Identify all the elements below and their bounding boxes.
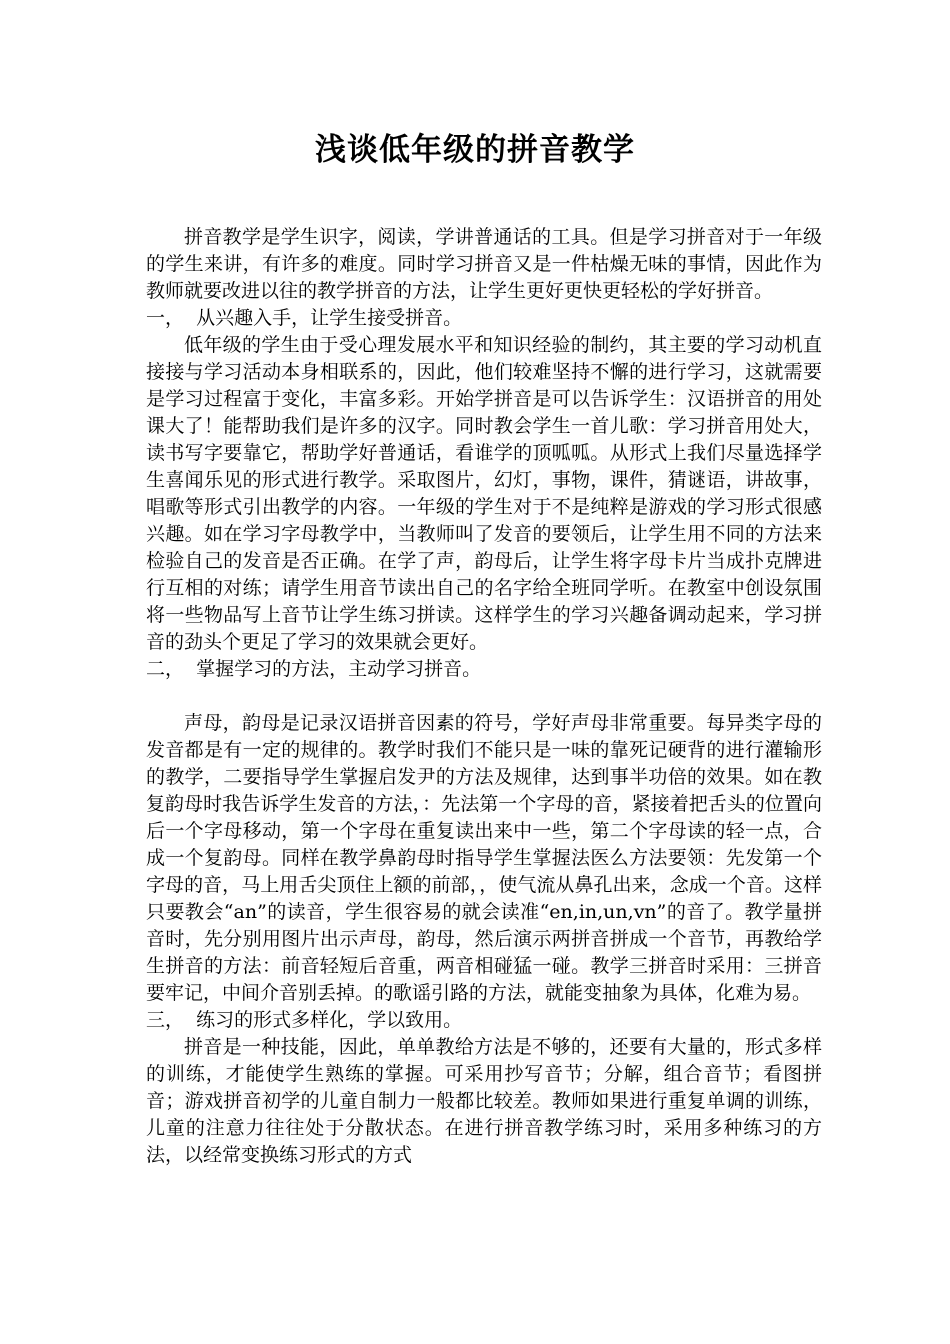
section-1-paragraph: 低年级的学生由于受心理发展水平和知识经验的制约，其主要的学习动机直接接与学习活动本身相联系的，因此，他们较难坚持不懈的进行学习，这就需要是学习过程富于变化，丰富多彩。开始学拼音是可以告诉学生：汉语拼音的用处课大了！能帮助我们是许多的汉字。同时教会学生一首儿歌：学习拼音用处大，读书写字要靠它，帮助学好普通话，看谁学的顶呱呱。从形式上我们尽量选择学生喜闻乐见的形式进行教学。采取图片，幻灯，事物，课件，猜谜语，讲故事，唱歌等形式引出教学的内容。一年级的学生对于不是纯粹是游戏的学习形式很感兴趣。如在学习字母教学中，当教师叫了发音的要领后，让学生用不同的方法来检验自己的发音是否正确。在学了声，韵母后，让学生将字母卡片当成扑克牌进行互相的对练；请学生用音节读出自己的名字给全班同学听。在教室中创设氛围将一些物品写上音节让学生练习拼读。这样学生的学习兴趣备调动起来，学习拼音的劲头个更足了学习的效果就会更好。 bbox=[146, 334, 822, 653]
document-body bbox=[146, 224, 822, 1169]
section-2-heading: 二， 掌握学习的方法，主动学习拼音。 bbox=[146, 658, 482, 680]
blank-line bbox=[146, 683, 822, 710]
document-title: 浅谈低年级的拼音教学 bbox=[315, 132, 635, 168]
section-3-heading: 三， 练习的形式多样化，学以致用。 bbox=[146, 1009, 463, 1031]
section-2-paragraph: 声母，韵母是记录汉语拼音因素的符号，学好声母非常重要。每异类字母的发音都是有一定的规律的。教学时我们不能只是一味的靠死记硬背的进行灌输形的教学，二要指导学生掌握启发尹的方法及规律，达到事半功倍的效果。如在教复韵母时我告诉学生发音的方法，：先法第一个字母的音，紧接着把舌头的位置向后一个字母移动，第一个字母在重复读出来中一些，第二个字母读的轻一点，合成一个复韵母。同样在教学鼻韵母时指导学生掌握法医么方法要领：先发第一个字母的音，马上用舌尖顶住上额的前部，，使气流从鼻孔出来，念成一个音。这样只要教会“an”的读音，学生很容易的就会读准“en,in,un,vn”的音了。教学量拼音时，先分别用图片出示声母，韵母，然后演示两拼音拼成一个音节，再教给学生拼音的方法：前音轻短后音重，两音相碰猛一碰。教学三拼音时采用：三拼音要牢记，中间介音别丢掉。的歌谣引路的方法，就能变抽象为具体，化难为易。 bbox=[146, 712, 822, 1004]
intro-paragraph: 拼音教学是学生识字，阅读，学讲普通话的工具。但是学习拼音对于一年级的学生来讲，有许多的难度。同时学习拼音又是一件枯燥无味的事情，因此作为教师就要改进以往的教学拼音的方法，让学生更好更快更轻松的学好拼音。 bbox=[146, 226, 822, 302]
section-1-heading: 一， 从兴趣入手，让学生接受拼音。 bbox=[146, 307, 463, 329]
section-3-paragraph: 拼音是一种技能，因此，单单教给方法是不够的，还要有大量的，形式多样的训练，才能使学生熟练的掌握。可采用抄写音节；分解，组合音节；看图拼音；游戏拼音初学的儿童自制力一般都比较差。教师如果进行重复单调的训练，儿童的注意力往往处于分散状态。在进行拼音教学练习时，采用多种练习的方法，以经常变换练习形式的方式 bbox=[146, 1036, 822, 1166]
